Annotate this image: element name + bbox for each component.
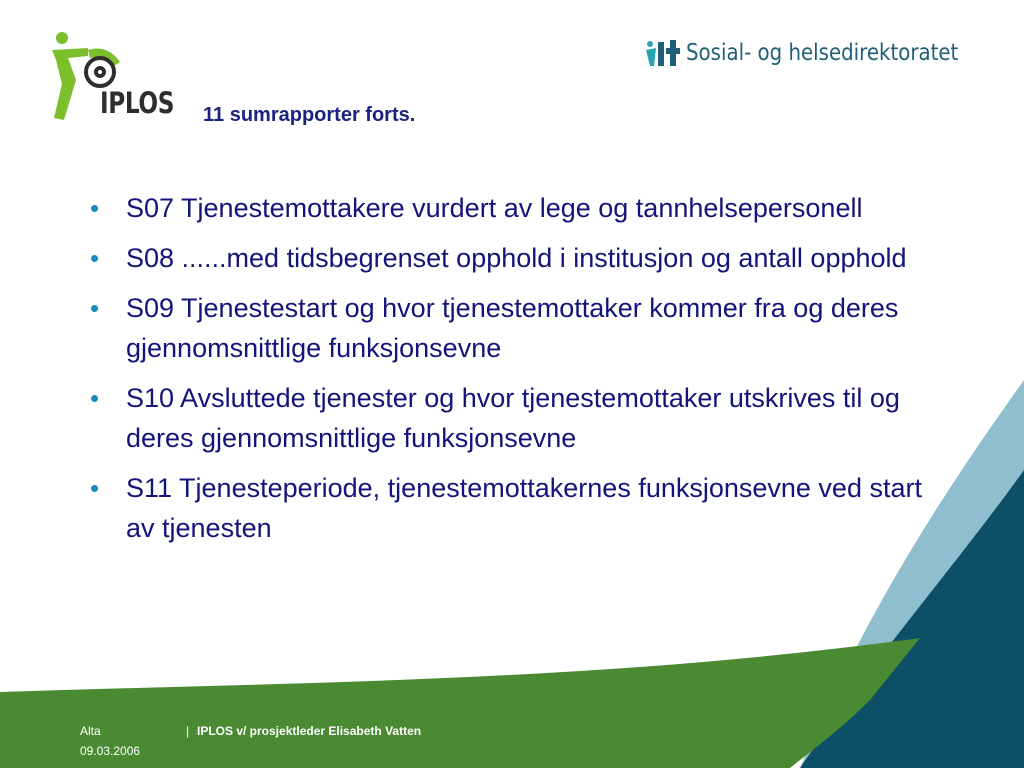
- bullet-text: S09 Tjenestestart og hvor tjenestemottaker kommer fra og deres gjennomsnittlige funksjonsevne: [126, 293, 899, 363]
- bullet-icon: •: [90, 193, 100, 223]
- directorate-name: Sosial- og helsedirektoratet: [686, 40, 959, 66]
- bullet-icon: •: [90, 473, 100, 503]
- bullet-text: S07 Tjenestemottakere vurdert av lege og tannhelsepersonell: [126, 193, 863, 223]
- iplos-logo: [48, 30, 178, 126]
- bullet-text: S11 Tjenesteperiode, tjenestemottakernes funksjonsevne ved start av tjenesten: [126, 473, 922, 543]
- bullet-item: [90, 378, 950, 458]
- bullet-list: [90, 188, 950, 558]
- iplos-wordmark: IPLOS: [100, 86, 175, 120]
- bullet-item: [90, 238, 950, 278]
- bullet-icon: •: [90, 293, 100, 323]
- slide-title: 11 sumrapporter forts.: [203, 104, 416, 126]
- bullet-icon: •: [90, 243, 100, 273]
- footer-date: 09.03.2006: [80, 744, 141, 758]
- bullet-text: S08 ......med tidsbegrenset opphold i institusjon og antall opphold: [126, 243, 907, 273]
- bullet-item: [90, 468, 950, 548]
- footer-location: Alta: [80, 724, 101, 738]
- directorate-logo: [644, 36, 989, 72]
- bullet-item: [90, 288, 950, 368]
- shdir-figure-icon: [644, 38, 682, 68]
- bullet-icon: •: [90, 383, 100, 413]
- footer-presenter: IPLOS v/ prosjektleder Elisabeth Vatten: [197, 724, 422, 738]
- bullet-text: S10 Avsluttede tjenester og hvor tjenestemottaker utskrives til og deres gjennomsnittlige funksjonsevne: [126, 383, 900, 453]
- bullet-item: [90, 188, 950, 228]
- footer-separator: |: [186, 724, 190, 738]
